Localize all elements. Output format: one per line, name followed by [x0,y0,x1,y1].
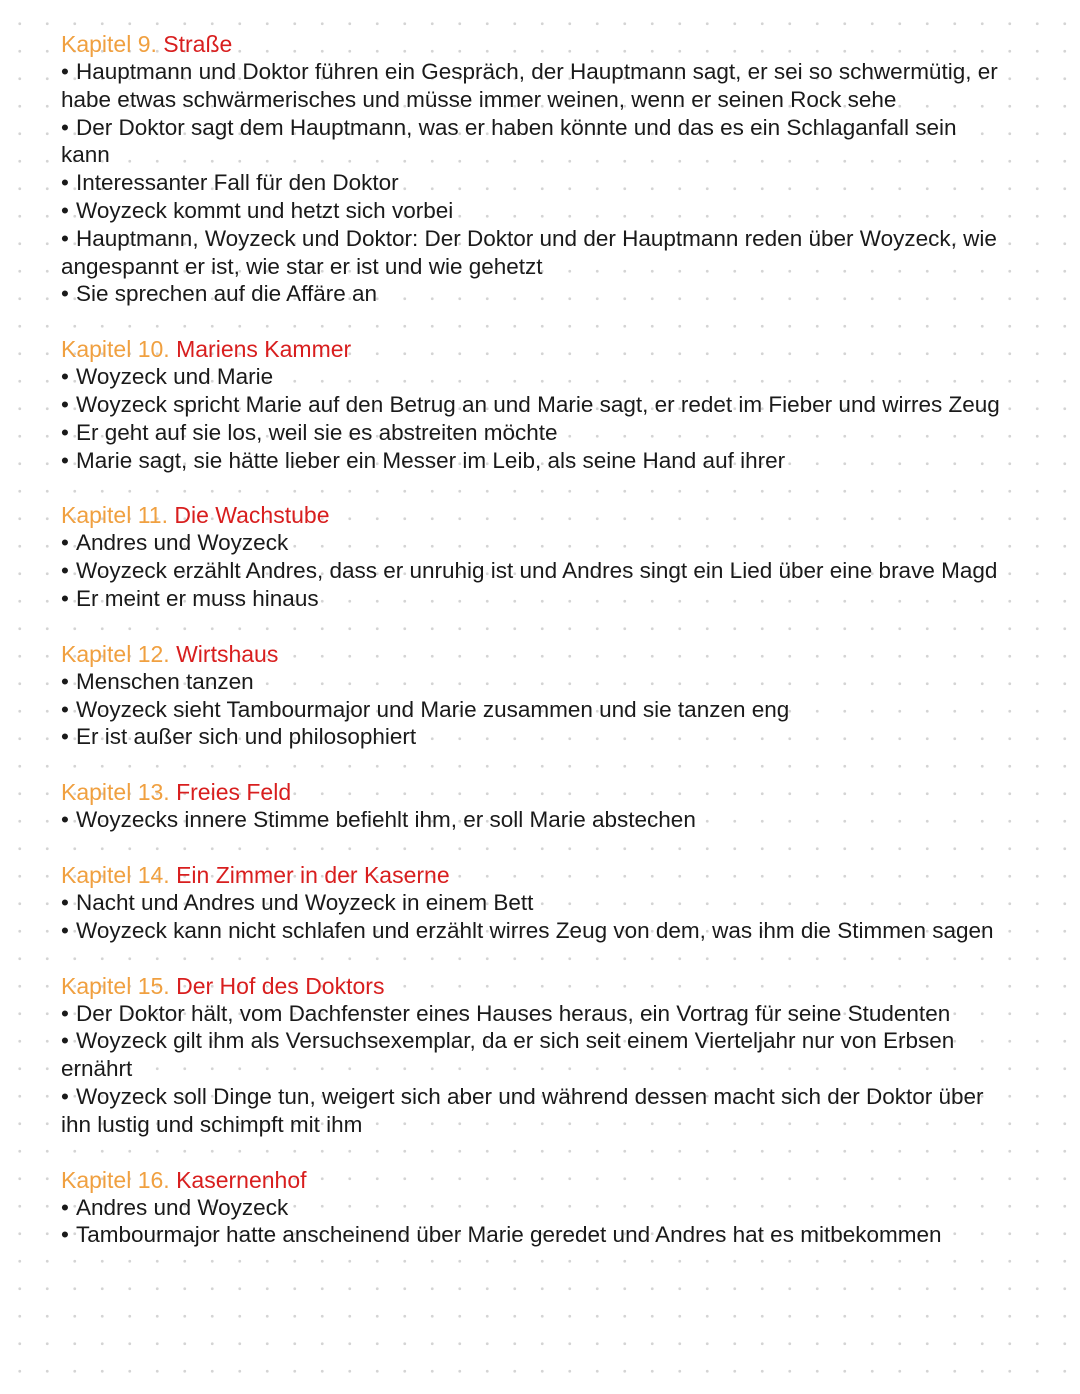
chapter-heading [61,30,1011,58]
list-item: • Andres und Woyzeck [61,1194,289,1220]
list-item: • Woyzeck spricht Marie auf den Betrug an und Marie sagt, er redet im Fieber und wirres Zeug [61,391,1000,417]
list-item: • Er geht auf sie los, weil sie es abstreiten möchte [61,419,558,445]
list-item: • Woyzeck soll Dinge tun, weigert sich aber und während dessen macht sich der Doktor über ihn lustig und schimpft mit ihm [61,1083,984,1137]
list-item: • Der Doktor hält, vom Dachfenster eines Hauses heraus, ein Vortrag für seine Studenten [61,1000,951,1026]
list-item: • Interessanter Fall für den Doktor [61,170,399,196]
chapter-number: Kapitel 14. [61,861,170,888]
bullet-icon: • [61,447,69,473]
bullet-icon: • [61,225,69,251]
chapter-16 [61,1166,1011,1250]
bullet-icon: • [61,1000,69,1026]
chapter-title: Kasernenhof [176,1166,307,1193]
list-item: • Der Doktor sagt dem Hauptmann, was er haben könnte und das es ein Schlaganfall sein kann [61,114,957,168]
list-item: • Sie sprechen auf die Affäre an [61,281,378,307]
chapter-bullet-list [61,363,1011,474]
chapter-11 [61,501,1011,612]
bullet-icon: • [61,1028,69,1054]
chapter-title: Ein Zimmer in der Kaserne [176,861,450,888]
chapter-heading [61,640,1011,668]
bullet-icon: • [61,391,69,417]
list-item: • Hauptmann, Woyzeck und Doktor: Der Doktor und der Hauptmann reden über Woyzeck, wie angespannt er ist, wie star er ist und wie gehetzt [61,225,997,279]
bullet-icon: • [61,1194,69,1220]
bullet-icon: • [61,724,69,750]
list-item: • Woyzeck und Marie [61,364,274,390]
list-item: • Woyzeck gilt ihm als Versuchsexemplar, da er sich seit einem Vierteljahr nur von Erbsen ernährt [61,1028,955,1082]
bullet-icon: • [61,281,69,307]
bullet-icon: • [61,419,69,445]
chapter-10 [61,335,1011,474]
chapter-number: Kapitel 12. [61,640,170,667]
chapter-number: Kapitel 10. [61,336,170,363]
list-item: • Woyzecks innere Stimme befiehlt ihm, er soll Marie abstechen [61,807,696,833]
chapter-heading [61,501,1011,529]
bullet-icon: • [61,530,69,556]
chapter-heading [61,1166,1011,1194]
bullet-icon: • [61,1083,69,1109]
bullet-icon: • [61,59,69,84]
bullet-icon: • [61,807,69,833]
bullet-icon: • [61,558,69,584]
chapter-15 [61,972,1011,1139]
chapter-bullet-list [61,889,1011,945]
bullet-icon: • [61,696,69,722]
bullet-icon: • [61,170,69,196]
chapter-9 [61,30,1011,308]
chapter-title: Die Wachstube [174,502,330,529]
bullet-icon: • [61,364,69,390]
chapter-title: Wirtshaus [176,640,279,667]
chapter-title: Freies Feld [176,779,292,806]
chapter-bullet-list [61,806,1011,834]
chapter-bullet-list [61,668,1011,751]
chapter-title: Mariens Kammer [176,336,352,363]
chapter-title: Straße [163,31,233,57]
bullet-icon: • [61,668,69,694]
list-item: • Woyzeck sieht Tambourmajor und Marie zusammen und sie tanzen eng [61,696,790,722]
bullet-icon: • [61,917,69,943]
chapter-number: Kapitel 13. [61,779,170,806]
bullet-icon: • [61,889,69,915]
list-item: • Andres und Woyzeck [61,530,289,556]
chapter-bullet-list [61,529,1011,612]
list-item: • Menschen tanzen [61,668,254,694]
chapter-bullet-list [61,1194,1011,1250]
list-item: • Woyzeck kann nicht schlafen und erzählt wirres Zeug von dem, was ihm die Stimmen sagen [61,917,994,943]
chapter-title: Der Hof des Doktors [176,972,385,999]
chapter-number: Kapitel 16. [61,1166,170,1193]
list-item: • Tambourmajor hatte anscheinend über Marie geredet und Andres hat es mitbekommen [61,1222,942,1248]
bullet-icon: • [61,1222,69,1248]
chapter-heading [61,972,1011,1000]
chapter-number: Kapitel 11. [61,502,168,529]
bullet-icon: • [61,585,69,611]
list-item: • Woyzeck kommt und hetzt sich vorbei [61,197,454,223]
chapter-heading [61,335,1011,363]
bullet-icon: • [61,114,69,140]
chapter-bullet-list [61,58,1011,308]
notes-page [61,30,1011,1276]
chapter-13 [61,778,1011,834]
chapter-14 [61,861,1011,945]
list-item: • Er meint er muss hinaus [61,585,319,611]
chapter-bullet-list [61,1000,1011,1139]
list-item: • Er ist außer sich und philosophiert [61,724,417,750]
list-item: • Nacht und Andres und Woyzeck in einem Bett [61,889,534,915]
chapter-heading [61,861,1011,889]
chapter-heading [61,778,1011,806]
list-item: • Marie sagt, sie hätte lieber ein Messer im Leib, als seine Hand auf ihrer [61,447,786,473]
chapter-number: Kapitel 9. [61,31,157,57]
list-item: • Hauptmann und Doktor führen ein Gespräch, der Hauptmann sagt, er sei so schwermütig, er habe etwas schwärmerisches und müsse immer weinen, wenn er seinen Rock sehe [61,59,998,112]
chapter-12 [61,640,1011,751]
chapter-number: Kapitel 15. [61,972,170,999]
list-item: • Woyzeck erzählt Andres, dass er unruhig ist und Andres singt ein Lied über eine brave Magd [61,558,998,584]
bullet-icon: • [61,197,69,223]
